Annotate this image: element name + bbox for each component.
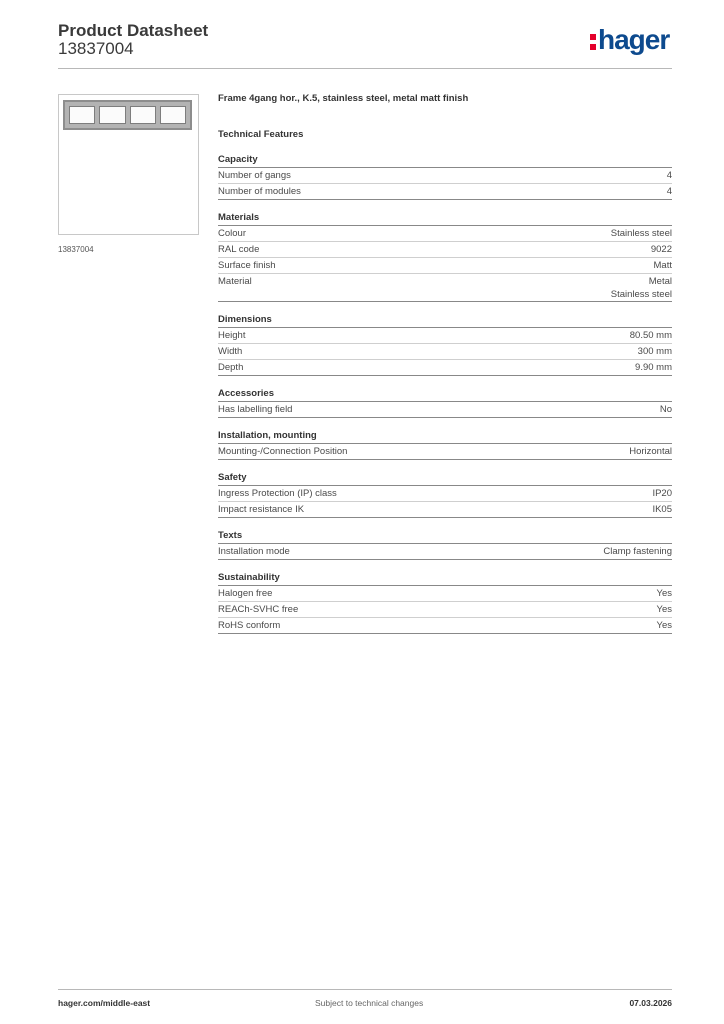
row-label: Number of modules <box>218 186 301 197</box>
row-value-line: 9.90 mm <box>635 362 672 373</box>
table-row <box>218 242 672 258</box>
row-label: Installation mode <box>218 546 290 557</box>
row-label: RoHS conform <box>218 620 281 631</box>
section-title: Materials <box>218 211 672 226</box>
row-value-line: 300 mm <box>637 346 672 357</box>
section <box>218 211 672 302</box>
table-row <box>218 184 672 200</box>
row-value <box>635 361 672 374</box>
section-title: Accessories <box>218 387 672 402</box>
row-value-line: Horizontal <box>629 446 672 457</box>
table-row <box>218 502 672 518</box>
section-title: Texts <box>218 529 672 544</box>
frame-opening <box>99 106 125 124</box>
row-value-line: Stainless steel <box>610 289 672 300</box>
row-value-line: Yes <box>656 604 672 615</box>
section <box>218 529 672 560</box>
logo-dots-icon <box>590 31 597 51</box>
row-value <box>652 487 672 500</box>
row-label: Width <box>218 346 243 357</box>
table-row <box>218 360 672 376</box>
header-divider <box>58 68 672 69</box>
feature-sections <box>218 153 672 634</box>
row-label: Material <box>218 276 252 287</box>
section <box>218 153 672 200</box>
table-row <box>218 328 672 344</box>
row-label: Ingress Protection (IP) class <box>218 488 337 499</box>
row-label: Surface finish <box>218 260 276 271</box>
row-label: RAL code <box>218 244 260 255</box>
technical-features-heading: Technical Features <box>218 129 304 140</box>
table-row <box>218 168 672 184</box>
row-value-line: 80.50 mm <box>629 330 672 341</box>
table-row <box>218 226 672 242</box>
frame-opening <box>130 106 156 124</box>
row-value <box>629 445 672 458</box>
row-value-line: Metal <box>648 276 672 287</box>
table-row <box>218 602 672 618</box>
section <box>218 429 672 460</box>
row-value <box>651 243 672 256</box>
footer-date: 07.03.2026 <box>629 998 672 1008</box>
section-title: Safety <box>218 471 672 486</box>
logo-text: hager <box>598 24 670 55</box>
row-value <box>652 503 672 516</box>
row-label: Mounting-/Connection Position <box>218 446 348 457</box>
row-value <box>611 227 672 240</box>
section <box>218 387 672 418</box>
row-value <box>654 259 672 272</box>
article-number: 13837004 <box>58 39 134 58</box>
frame-opening <box>160 106 186 124</box>
table-row <box>218 344 672 360</box>
section-title: Dimensions <box>218 313 672 328</box>
row-value <box>611 275 672 301</box>
row-label: Colour <box>218 228 246 239</box>
row-value-line: Yes <box>656 588 672 599</box>
table-row <box>218 258 672 274</box>
table-row <box>218 274 672 302</box>
section <box>218 313 672 376</box>
table-row <box>218 486 672 502</box>
frame-4gang-illustration <box>63 100 192 130</box>
section-title: Sustainability <box>218 571 672 586</box>
row-value-line: Stainless steel <box>610 228 672 239</box>
row-value <box>603 545 672 558</box>
page-title: Product Datasheet <box>58 21 209 40</box>
row-value <box>667 169 672 182</box>
section <box>218 471 672 518</box>
hager-logo[interactable] <box>590 26 669 54</box>
row-value-line: IK05 <box>652 504 672 515</box>
table-row <box>218 586 672 602</box>
row-value-line: IP20 <box>652 488 672 499</box>
footer-notice: Subject to technical changes <box>315 998 424 1008</box>
row-label: Has labelling field <box>218 404 293 415</box>
table-row <box>218 402 672 418</box>
row-value <box>667 185 672 198</box>
row-value <box>630 329 672 342</box>
row-label: Halogen free <box>218 588 273 599</box>
datasheet-content <box>218 92 672 634</box>
row-label: Impact resistance IK <box>218 504 305 515</box>
row-value-line: Clamp fastening <box>603 546 672 557</box>
footer-website-link[interactable]: hager.com/middle-east <box>58 998 151 1008</box>
row-value <box>657 603 673 616</box>
product-description: Frame 4gang hor., K.5, stainless steel, metal matt finish <box>218 93 469 104</box>
row-value-line: Matt <box>653 260 672 271</box>
row-value-line: 4 <box>666 186 672 197</box>
row-value <box>657 619 673 632</box>
row-label: Depth <box>218 362 244 373</box>
row-value <box>657 587 673 600</box>
row-value-line: 4 <box>666 170 672 181</box>
table-row <box>218 444 672 460</box>
product-image <box>58 94 199 235</box>
row-value-line: No <box>659 404 672 415</box>
footer-divider <box>58 989 672 990</box>
table-row <box>218 544 672 560</box>
row-value <box>660 403 672 416</box>
product-image-caption: 13837004 <box>58 245 94 254</box>
row-value-line: Yes <box>656 620 672 631</box>
row-value <box>638 345 672 358</box>
section-title: Installation, mounting <box>218 429 672 444</box>
section-title: Capacity <box>218 153 672 168</box>
table-row <box>218 618 672 634</box>
row-label: Number of gangs <box>218 170 291 181</box>
frame-opening <box>69 106 95 124</box>
row-value-line: 9022 <box>650 244 672 255</box>
section <box>218 571 672 634</box>
row-label: Height <box>218 330 246 341</box>
row-label: REACh-SVHC free <box>218 604 299 615</box>
